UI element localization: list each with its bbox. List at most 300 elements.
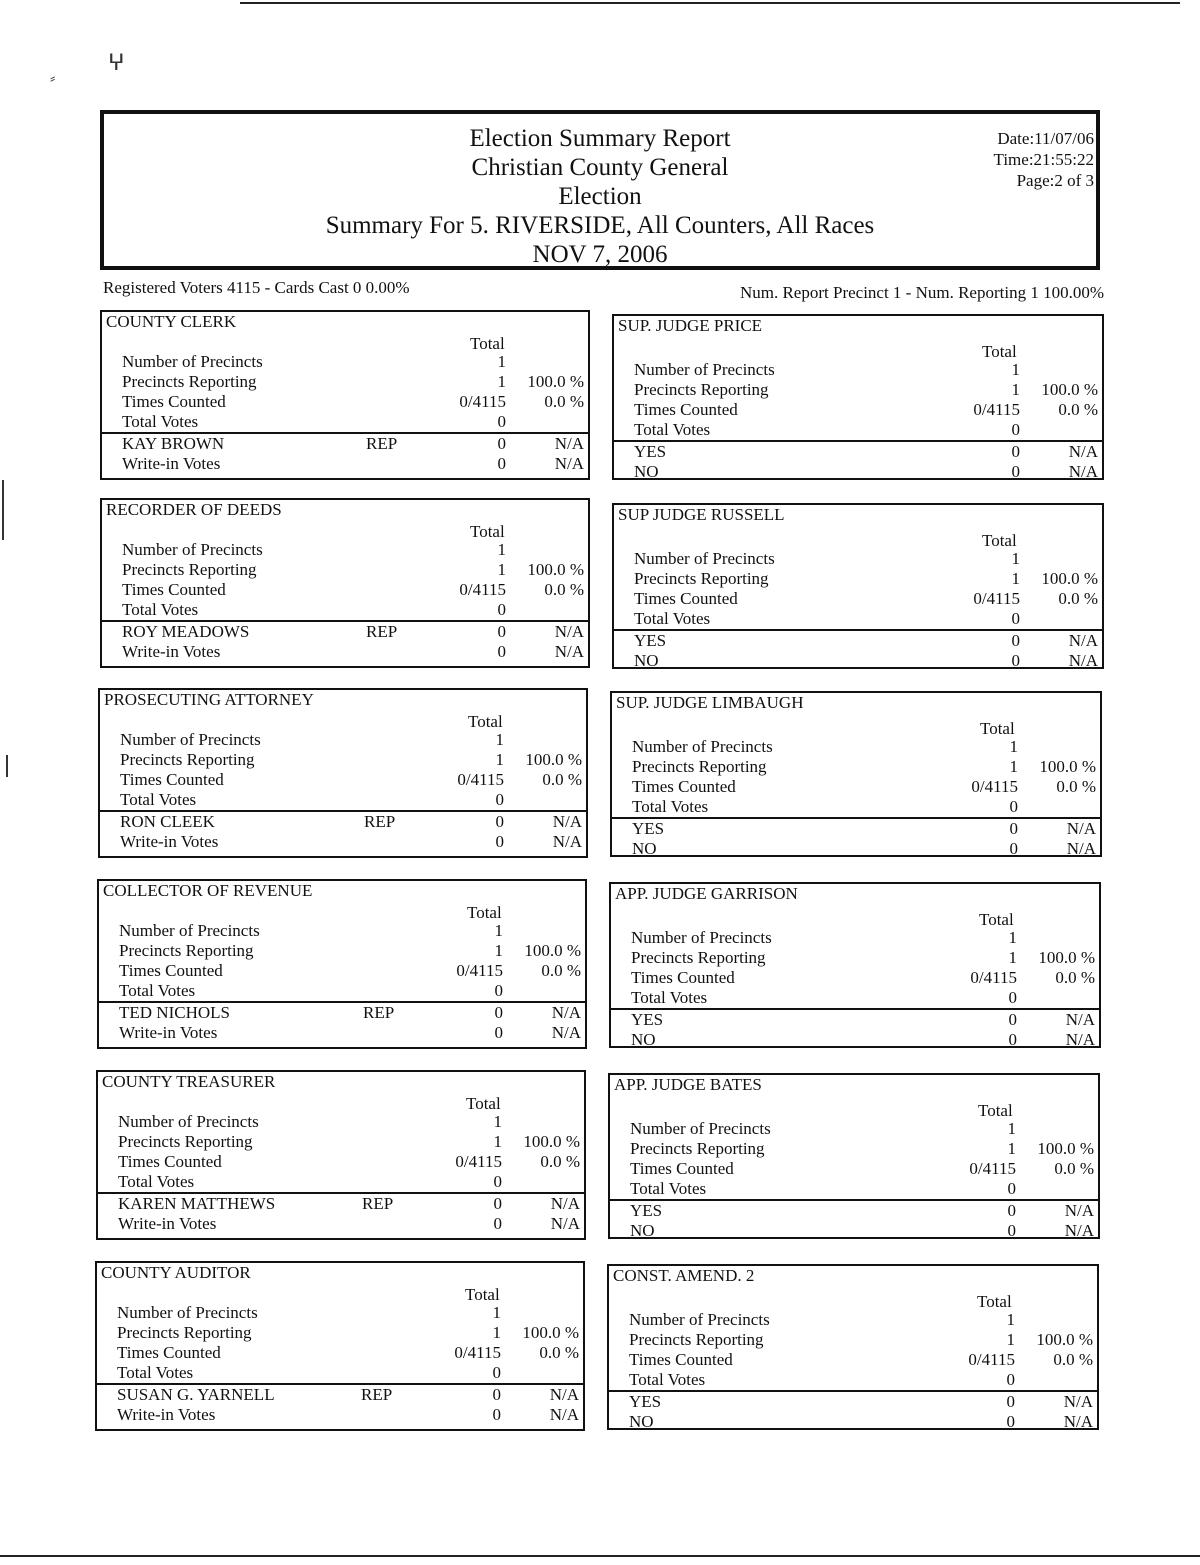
stat-label: Number of Precincts	[632, 737, 773, 756]
stat-value: 1	[1011, 569, 1020, 588]
write-in-row	[122, 642, 588, 662]
write-in-votes: 0	[495, 832, 504, 851]
stat-row	[119, 921, 585, 941]
stat-label: Number of Precincts	[120, 730, 261, 749]
stat-label: Number of Precincts	[122, 540, 263, 559]
candidate-percent: N/A	[554, 622, 584, 641]
total-column-header: Total	[982, 531, 1017, 550]
stat-value: 0	[492, 1363, 501, 1382]
no-votes: 0	[1009, 839, 1018, 858]
race-title: SUP. JUDGE PRICE	[618, 316, 763, 335]
no-label: NO	[634, 651, 659, 670]
stat-label: Precincts Reporting	[632, 757, 767, 776]
stat-percent: 0.0 %	[1054, 1159, 1094, 1178]
report-page: Page:2 of 3	[1016, 171, 1094, 190]
stat-value: 0/4115	[455, 1152, 502, 1171]
candidate-votes: 0	[492, 1385, 501, 1404]
stat-value: 1	[1009, 757, 1018, 776]
stat-row	[611, 968, 1099, 988]
stat-value: 1	[494, 921, 503, 940]
scan-artifact: ⵖ	[108, 50, 125, 75]
stat-row	[122, 352, 588, 372]
write-in-row	[118, 1214, 584, 1234]
race-title: CONST. AMEND. 2	[613, 1266, 755, 1285]
total-column-header: Total	[468, 712, 503, 731]
stat-row	[122, 412, 588, 432]
stat-label: Times Counted	[634, 589, 738, 608]
total-column-header: Total	[979, 910, 1014, 929]
stat-label: Number of Precincts	[119, 921, 260, 940]
report-header	[100, 110, 1100, 270]
stat-row	[122, 372, 588, 392]
scan-artifact: ⸗	[50, 70, 56, 87]
candidate-row	[117, 1385, 583, 1405]
write-in-row	[122, 454, 588, 474]
stat-label: Precincts Reporting	[629, 1330, 764, 1349]
stat-value: 0/4115	[969, 1159, 1016, 1178]
candidate-percent: N/A	[554, 434, 584, 453]
yes-label: YES	[632, 819, 665, 838]
stat-percent: 0.0 %	[1055, 968, 1095, 987]
race-title: COUNTY AUDITOR	[101, 1263, 251, 1282]
stat-label: Total Votes	[120, 790, 197, 809]
stat-value: 1	[1008, 948, 1017, 967]
stat-label: Precincts Reporting	[119, 941, 254, 960]
stat-row	[612, 757, 1100, 777]
stat-value: 1	[497, 372, 506, 391]
candidate-percent: N/A	[549, 1385, 579, 1404]
stat-label: Total Votes	[634, 609, 711, 628]
write-in-label: Write-in Votes	[117, 1405, 216, 1424]
stat-label: Total Votes	[632, 797, 709, 816]
yes-percent: N/A	[1066, 819, 1096, 838]
yes-percent: N/A	[1068, 631, 1098, 650]
stat-label: Precincts Reporting	[120, 750, 255, 769]
candidate-name: RON CLEEK	[120, 812, 215, 831]
candidate-party: REP	[364, 812, 396, 831]
stat-row	[122, 540, 588, 560]
yes-row	[610, 1201, 1098, 1221]
yes-row	[614, 631, 1102, 651]
stat-value: 1	[1007, 1139, 1016, 1158]
stat-row	[119, 941, 585, 961]
stat-label: Total Votes	[631, 988, 708, 1007]
title-line-1: Election Summary Report	[469, 125, 731, 152]
candidate-votes: 0	[495, 812, 504, 831]
stat-row	[612, 777, 1100, 797]
no-row	[609, 1412, 1097, 1432]
stat-value: 1	[492, 1323, 501, 1342]
race-box-right-6	[607, 1264, 1099, 1430]
candidate-name: ROY MEADOWS	[122, 622, 250, 641]
stat-value: 1	[1006, 1330, 1015, 1349]
yes-row	[612, 819, 1100, 839]
stat-percent: 0.0 %	[541, 961, 581, 980]
stat-value: 1	[1011, 380, 1020, 399]
stat-row	[120, 770, 586, 790]
title-line-2: Christian County General	[471, 154, 729, 181]
stat-label: Times Counted	[631, 968, 735, 987]
stat-value: 0/4115	[459, 392, 506, 411]
race-title: RECORDER OF DEEDS	[106, 500, 282, 519]
stat-percent: 100.0 %	[1041, 380, 1098, 399]
total-column-header: Total	[466, 1094, 501, 1113]
stat-value: 1	[497, 540, 506, 559]
stat-label: Times Counted	[634, 400, 738, 419]
no-votes: 0	[1011, 651, 1020, 670]
stat-row	[119, 961, 585, 981]
candidate-name: KAREN MATTHEWS	[118, 1194, 276, 1213]
stat-label: Times Counted	[122, 580, 226, 599]
stat-percent: 100.0 %	[1038, 948, 1095, 967]
yes-label: YES	[631, 1010, 664, 1029]
yes-votes: 0	[1006, 1392, 1015, 1411]
total-column-header: Total	[978, 1101, 1013, 1120]
stat-label: Total Votes	[118, 1172, 195, 1191]
stat-row	[122, 560, 588, 580]
stat-label: Number of Precincts	[122, 352, 263, 371]
stat-value: 0	[497, 600, 506, 619]
candidate-votes: 0	[497, 434, 506, 453]
stat-row	[120, 750, 586, 770]
write-in-label: Write-in Votes	[119, 1023, 218, 1042]
race-box-right-4	[609, 882, 1101, 1048]
stat-row	[611, 928, 1099, 948]
total-column-header: Total	[470, 334, 505, 353]
write-in-percent: N/A	[549, 1405, 579, 1424]
stat-percent: 100.0 %	[525, 750, 582, 769]
stat-value: 1	[494, 941, 503, 960]
stat-percent: 100.0 %	[523, 1132, 580, 1151]
no-row	[612, 839, 1100, 859]
stat-row	[117, 1343, 583, 1363]
stat-row	[118, 1132, 584, 1152]
yes-label: YES	[634, 631, 667, 650]
stat-value: 0/4115	[973, 400, 1020, 419]
candidate-party: REP	[361, 1385, 393, 1404]
stat-label: Total Votes	[122, 600, 199, 619]
candidate-name: KAY BROWN	[122, 434, 225, 453]
stat-label: Times Counted	[122, 392, 226, 411]
stat-value: 1	[493, 1112, 502, 1131]
stat-label: Number of Precincts	[634, 360, 775, 379]
stat-row	[614, 420, 1102, 440]
stat-value: 0/4115	[459, 580, 506, 599]
stat-row	[614, 400, 1102, 420]
candidate-name: TED NICHOLS	[119, 1003, 230, 1022]
stat-label: Total Votes	[629, 1370, 706, 1389]
no-label: NO	[634, 462, 659, 481]
no-votes: 0	[1007, 1221, 1016, 1240]
yes-label: YES	[634, 442, 667, 461]
stat-value: 1	[1011, 360, 1020, 379]
stat-value: 0/4115	[971, 777, 1018, 796]
no-percent: N/A	[1063, 1412, 1093, 1431]
race-title: COUNTY TREASURER	[102, 1072, 276, 1091]
no-label: NO	[630, 1221, 655, 1240]
stat-row	[120, 790, 586, 810]
race-box-left-5	[96, 1070, 586, 1240]
stat-label: Precincts Reporting	[118, 1132, 253, 1151]
stat-value: 0/4115	[970, 968, 1017, 987]
no-percent: N/A	[1064, 1221, 1094, 1240]
write-in-row	[119, 1023, 585, 1043]
stat-row	[118, 1112, 584, 1132]
stat-row	[614, 609, 1102, 629]
scan-artifact	[2, 480, 4, 540]
stat-row	[122, 392, 588, 412]
stat-row	[117, 1363, 583, 1383]
stat-percent: 0.0 %	[544, 392, 584, 411]
stat-value: 0	[495, 790, 504, 809]
stat-value: 0/4115	[968, 1350, 1015, 1369]
total-column-header: Total	[470, 522, 505, 541]
stat-row	[118, 1172, 584, 1192]
stat-label: Times Counted	[117, 1343, 221, 1362]
race-title: PROSECUTING ATTORNEY	[104, 690, 314, 709]
stat-percent: 0.0 %	[544, 580, 584, 599]
candidate-row	[119, 1003, 585, 1023]
write-in-percent: N/A	[551, 1023, 581, 1042]
stat-row	[118, 1152, 584, 1172]
stat-row	[612, 737, 1100, 757]
yes-votes: 0	[1007, 1201, 1016, 1220]
stat-value: 1	[495, 750, 504, 769]
race-box-right-1	[612, 314, 1104, 480]
race-title: COUNTY CLERK	[106, 312, 237, 331]
no-label: NO	[631, 1030, 656, 1049]
write-in-row	[117, 1405, 583, 1425]
yes-percent: N/A	[1068, 442, 1098, 461]
stat-label: Precincts Reporting	[122, 560, 257, 579]
stat-label: Precincts Reporting	[631, 948, 766, 967]
candidate-row	[118, 1194, 584, 1214]
total-column-header: Total	[980, 719, 1015, 738]
race-title: APP. JUDGE GARRISON	[615, 884, 798, 903]
write-in-percent: N/A	[554, 642, 584, 661]
yes-percent: N/A	[1063, 1392, 1093, 1411]
stat-label: Precincts Reporting	[630, 1139, 765, 1158]
stat-percent: 0.0 %	[1058, 589, 1098, 608]
stat-label: Times Counted	[119, 961, 223, 980]
stat-value: 0/4115	[457, 770, 504, 789]
stat-row	[614, 380, 1102, 400]
stat-value: 1	[493, 1132, 502, 1151]
stat-label: Total Votes	[119, 981, 196, 1000]
yes-votes: 0	[1011, 442, 1020, 461]
candidate-votes: 0	[494, 1003, 503, 1022]
write-in-percent: N/A	[552, 832, 582, 851]
stat-value: 0/4115	[973, 589, 1020, 608]
stat-row	[122, 600, 588, 620]
race-box-right-2	[612, 503, 1104, 669]
no-percent: N/A	[1066, 839, 1096, 858]
stat-value: 0	[1011, 609, 1020, 628]
stat-value: 1	[495, 730, 504, 749]
write-in-row	[120, 832, 586, 852]
candidate-percent: N/A	[552, 812, 582, 831]
write-in-votes: 0	[497, 642, 506, 661]
candidate-party: REP	[362, 1194, 394, 1213]
no-percent: N/A	[1068, 651, 1098, 670]
stat-row	[609, 1370, 1097, 1390]
stat-value: 0	[493, 1172, 502, 1191]
stat-label: Total Votes	[634, 420, 711, 439]
total-column-header: Total	[977, 1292, 1012, 1311]
stat-row	[117, 1303, 583, 1323]
race-box-left-6	[95, 1261, 585, 1431]
stat-label: Number of Precincts	[629, 1310, 770, 1329]
stat-row	[610, 1139, 1098, 1159]
stat-row	[609, 1330, 1097, 1350]
stat-row	[117, 1323, 583, 1343]
stat-value: 1	[1011, 549, 1020, 568]
stat-value: 0	[1011, 420, 1020, 439]
scan-artifact	[6, 755, 8, 777]
no-row	[610, 1221, 1098, 1241]
race-box-left-2	[100, 498, 590, 668]
report-time: Time:21:55:22	[993, 150, 1094, 169]
stat-row	[120, 730, 586, 750]
bottom-scan-rule	[0, 1555, 1200, 1557]
stat-label: Number of Precincts	[630, 1119, 771, 1138]
report-date: Date:11/07/06	[997, 129, 1094, 148]
race-box-left-3	[98, 688, 588, 858]
candidate-row	[122, 434, 588, 454]
stat-row	[610, 1179, 1098, 1199]
total-column-header: Total	[465, 1285, 500, 1304]
stat-percent: 100.0 %	[1039, 757, 1096, 776]
stat-label: Number of Precincts	[634, 549, 775, 568]
race-title: COLLECTOR OF REVENUE	[103, 881, 313, 900]
report-title	[104, 124, 1096, 269]
stat-value: 1	[1007, 1119, 1016, 1138]
yes-label: YES	[629, 1392, 662, 1411]
candidate-party: REP	[366, 434, 398, 453]
stat-value: 0	[497, 412, 506, 431]
candidate-name: SUSAN G. YARNELL	[117, 1385, 275, 1404]
stat-label: Total Votes	[117, 1363, 194, 1382]
stat-row	[614, 549, 1102, 569]
stat-label: Times Counted	[632, 777, 736, 796]
stat-row	[611, 948, 1099, 968]
stat-row	[614, 569, 1102, 589]
candidate-row	[122, 622, 588, 642]
stat-percent: 100.0 %	[524, 941, 581, 960]
candidate-votes: 0	[493, 1194, 502, 1213]
total-column-header: Total	[467, 903, 502, 922]
candidate-row	[120, 812, 586, 832]
no-label: NO	[629, 1412, 654, 1431]
stat-row	[609, 1310, 1097, 1330]
stat-value: 0	[494, 981, 503, 1000]
stat-percent: 0.0 %	[540, 1152, 580, 1171]
stat-label: Number of Precincts	[117, 1303, 258, 1322]
stat-row	[609, 1350, 1097, 1370]
stat-percent: 100.0 %	[527, 372, 584, 391]
yes-row	[614, 442, 1102, 462]
stat-percent: 0.0 %	[1058, 400, 1098, 419]
no-votes: 0	[1008, 1030, 1017, 1049]
stat-row	[614, 360, 1102, 380]
stat-percent: 0.0 %	[1053, 1350, 1093, 1369]
no-row	[611, 1030, 1099, 1050]
stat-row	[119, 981, 585, 1001]
stat-label: Times Counted	[118, 1152, 222, 1171]
write-in-percent: N/A	[554, 454, 584, 473]
top-scan-rule	[240, 2, 1180, 4]
title-line-3: Election	[558, 183, 642, 210]
stat-percent: 100.0 %	[1041, 569, 1098, 588]
title-line-5: NOV 7, 2006	[532, 241, 668, 268]
stat-value: 0	[1006, 1370, 1015, 1389]
no-votes: 0	[1011, 462, 1020, 481]
race-title: SUP. JUDGE LIMBAUGH	[616, 693, 804, 712]
stat-percent: 0.0 %	[539, 1343, 579, 1362]
stat-percent: 0.0 %	[1056, 777, 1096, 796]
race-box-left-1	[100, 310, 590, 480]
write-in-label: Write-in Votes	[120, 832, 219, 851]
total-column-header: Total	[982, 342, 1017, 361]
stat-label: Number of Precincts	[631, 928, 772, 947]
stat-label: Number of Precincts	[118, 1112, 259, 1131]
stat-row	[614, 589, 1102, 609]
stat-row	[610, 1119, 1098, 1139]
race-box-left-4	[97, 879, 587, 1049]
write-in-label: Write-in Votes	[122, 454, 221, 473]
report-meta	[994, 128, 1094, 191]
stat-value: 0	[1008, 988, 1017, 1007]
no-percent: N/A	[1068, 462, 1098, 481]
write-in-label: Write-in Votes	[122, 642, 221, 661]
no-row	[614, 651, 1102, 671]
write-in-votes: 0	[497, 454, 506, 473]
candidate-percent: N/A	[550, 1194, 580, 1213]
stat-label: Precincts Reporting	[634, 380, 769, 399]
stat-value: 0	[1007, 1179, 1016, 1198]
stat-label: Precincts Reporting	[117, 1323, 252, 1342]
write-in-label: Write-in Votes	[118, 1214, 217, 1233]
precinct-reporting-line: Num. Report Precinct 1 - Num. Reporting 1 100.00%	[739, 283, 1104, 302]
write-in-votes: 0	[492, 1405, 501, 1424]
stat-value: 1	[497, 560, 506, 579]
race-box-right-3	[610, 691, 1102, 857]
no-votes: 0	[1006, 1412, 1015, 1431]
stat-value: 0/4115	[456, 961, 503, 980]
stat-label: Precincts Reporting	[634, 569, 769, 588]
stat-percent: 100.0 %	[1036, 1330, 1093, 1349]
write-in-percent: N/A	[550, 1214, 580, 1233]
yes-votes: 0	[1011, 631, 1020, 650]
yes-row	[609, 1392, 1097, 1412]
yes-row	[611, 1010, 1099, 1030]
yes-percent: N/A	[1064, 1201, 1094, 1220]
stat-row	[612, 797, 1100, 817]
candidate-percent: N/A	[551, 1003, 581, 1022]
stat-percent: 100.0 %	[1037, 1139, 1094, 1158]
stat-label: Times Counted	[630, 1159, 734, 1178]
write-in-votes: 0	[493, 1214, 502, 1233]
write-in-votes: 0	[494, 1023, 503, 1042]
stat-row	[610, 1159, 1098, 1179]
race-title: APP. JUDGE BATES	[614, 1075, 762, 1094]
yes-percent: N/A	[1065, 1010, 1095, 1029]
stat-label: Total Votes	[122, 412, 199, 431]
stat-percent: 100.0 %	[522, 1323, 579, 1342]
race-box-right-5	[608, 1073, 1100, 1239]
stat-value: 1	[1008, 928, 1017, 947]
stat-row	[611, 988, 1099, 1008]
